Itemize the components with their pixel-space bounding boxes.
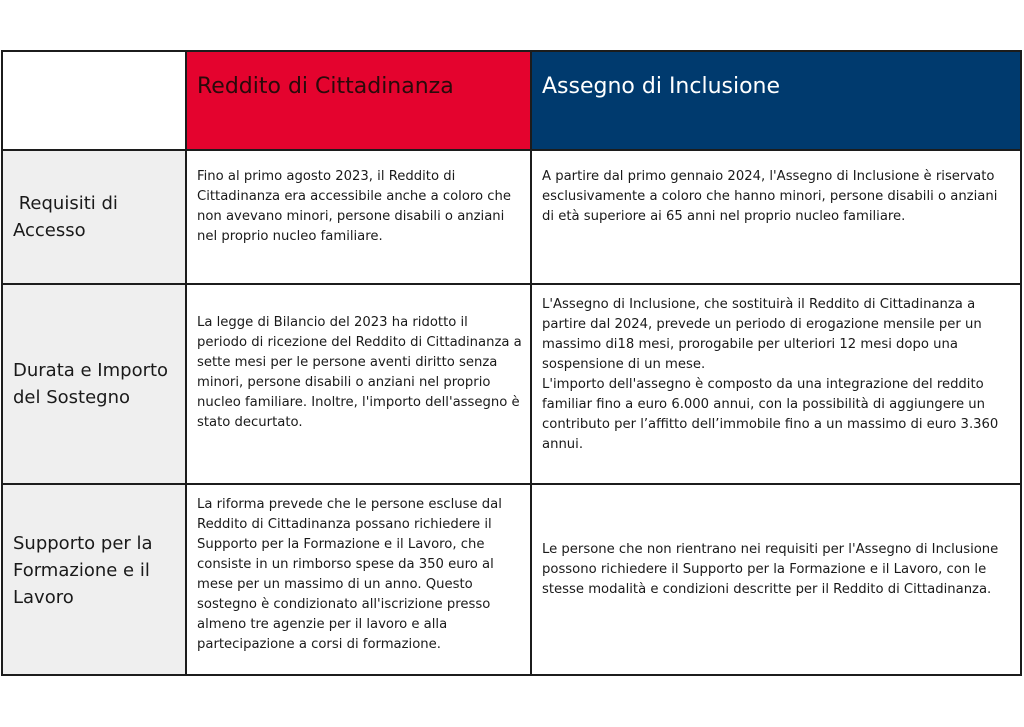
cell-text: Fino al primo agosto 2023, il Reddito di Cittadinanza era accessibile anche a coloro che non avevano minori, persone disabili o anziani nel proprio nucleo familiare. bbox=[197, 169, 512, 244]
cell-text-paragraph-1: L'Assegno di Inclusione, che sostituirà il Reddito di Cittadinanza a partire dal 2024, prevede un periodo di erogazione mensile per un massimo di18 mesi, prorogabile per ulteriori 12 mesi dopo una sospensione di un mese. bbox=[542, 297, 982, 372]
row-label: Requisiti di Accesso bbox=[13, 193, 124, 241]
header-label: Assegno di Inclusione bbox=[542, 74, 781, 99]
corner-cell bbox=[3, 52, 185, 149]
row-label-supporto bbox=[3, 485, 185, 674]
comparison-table bbox=[1, 50, 1022, 676]
header-label: Reddito di Cittadinanza bbox=[197, 74, 454, 99]
row-label-requisiti bbox=[3, 151, 185, 283]
row-label: Durata e Importo del Sostegno bbox=[13, 360, 169, 408]
cell-text: La legge di Bilancio del 2023 ha ridotto il periodo di ricezione del Reddito di Cittadinanza a sette mesi per le persone aventi diritto senza minori, persone disabili o anziani nel proprio nucleo familiare. Inoltre, l'importo dell'assegno è stato decurtato. bbox=[197, 315, 522, 430]
header-reddito-di-cittadinanza bbox=[187, 52, 530, 149]
cell-text: A partire dal primo gennaio 2024, l'Assegno di Inclusione è riservato esclusivamente a coloro che hanno minori, persone disabili o anziani di età superiore ai 65 anni nel proprio nucleo familiare. bbox=[542, 169, 998, 224]
row-label: Supporto per la Formazione e il Lavoro bbox=[13, 533, 153, 608]
cell-text-group bbox=[542, 295, 1012, 455]
cell-adi-requisiti bbox=[532, 151, 1020, 283]
cell-text: La riforma prevede che le persone escluse dal Reddito di Cittadinanza possano richiedere il Supporto per la Formazione e il Lavoro, che consiste in un rimborso spese da 350 euro al mese per un massimo di un anno. Questo sostegno è condizionato all'iscrizione presso almeno tre agenzie per il lavoro e alla partecipazione a corsi di formazione. bbox=[197, 497, 502, 652]
cell-text-paragraph-2: L'importo dell'assegno è composto da una integrazione del reddito familiar fino a euro 6.000 annui, con la possibilità di aggiungere un contributo per l’affitto dell’immobile fino a un massimo di euro 3.360 annui. bbox=[542, 377, 999, 452]
row-label-durata bbox=[3, 285, 185, 483]
cell-adi-supporto bbox=[532, 485, 1020, 674]
cell-rdc-durata bbox=[187, 285, 530, 483]
cell-rdc-supporto bbox=[187, 485, 530, 674]
cell-adi-durata bbox=[532, 285, 1020, 483]
cell-rdc-requisiti bbox=[187, 151, 530, 283]
header-assegno-di-inclusione bbox=[532, 52, 1020, 149]
cell-text: Le persone che non rientrano nei requisiti per l'Assegno di Inclusione possono richiedere il Supporto per la Formazione e il Lavoro, con le stesse modalità e condizioni descritte per il Reddito di Cittadinanza. bbox=[542, 541, 999, 597]
